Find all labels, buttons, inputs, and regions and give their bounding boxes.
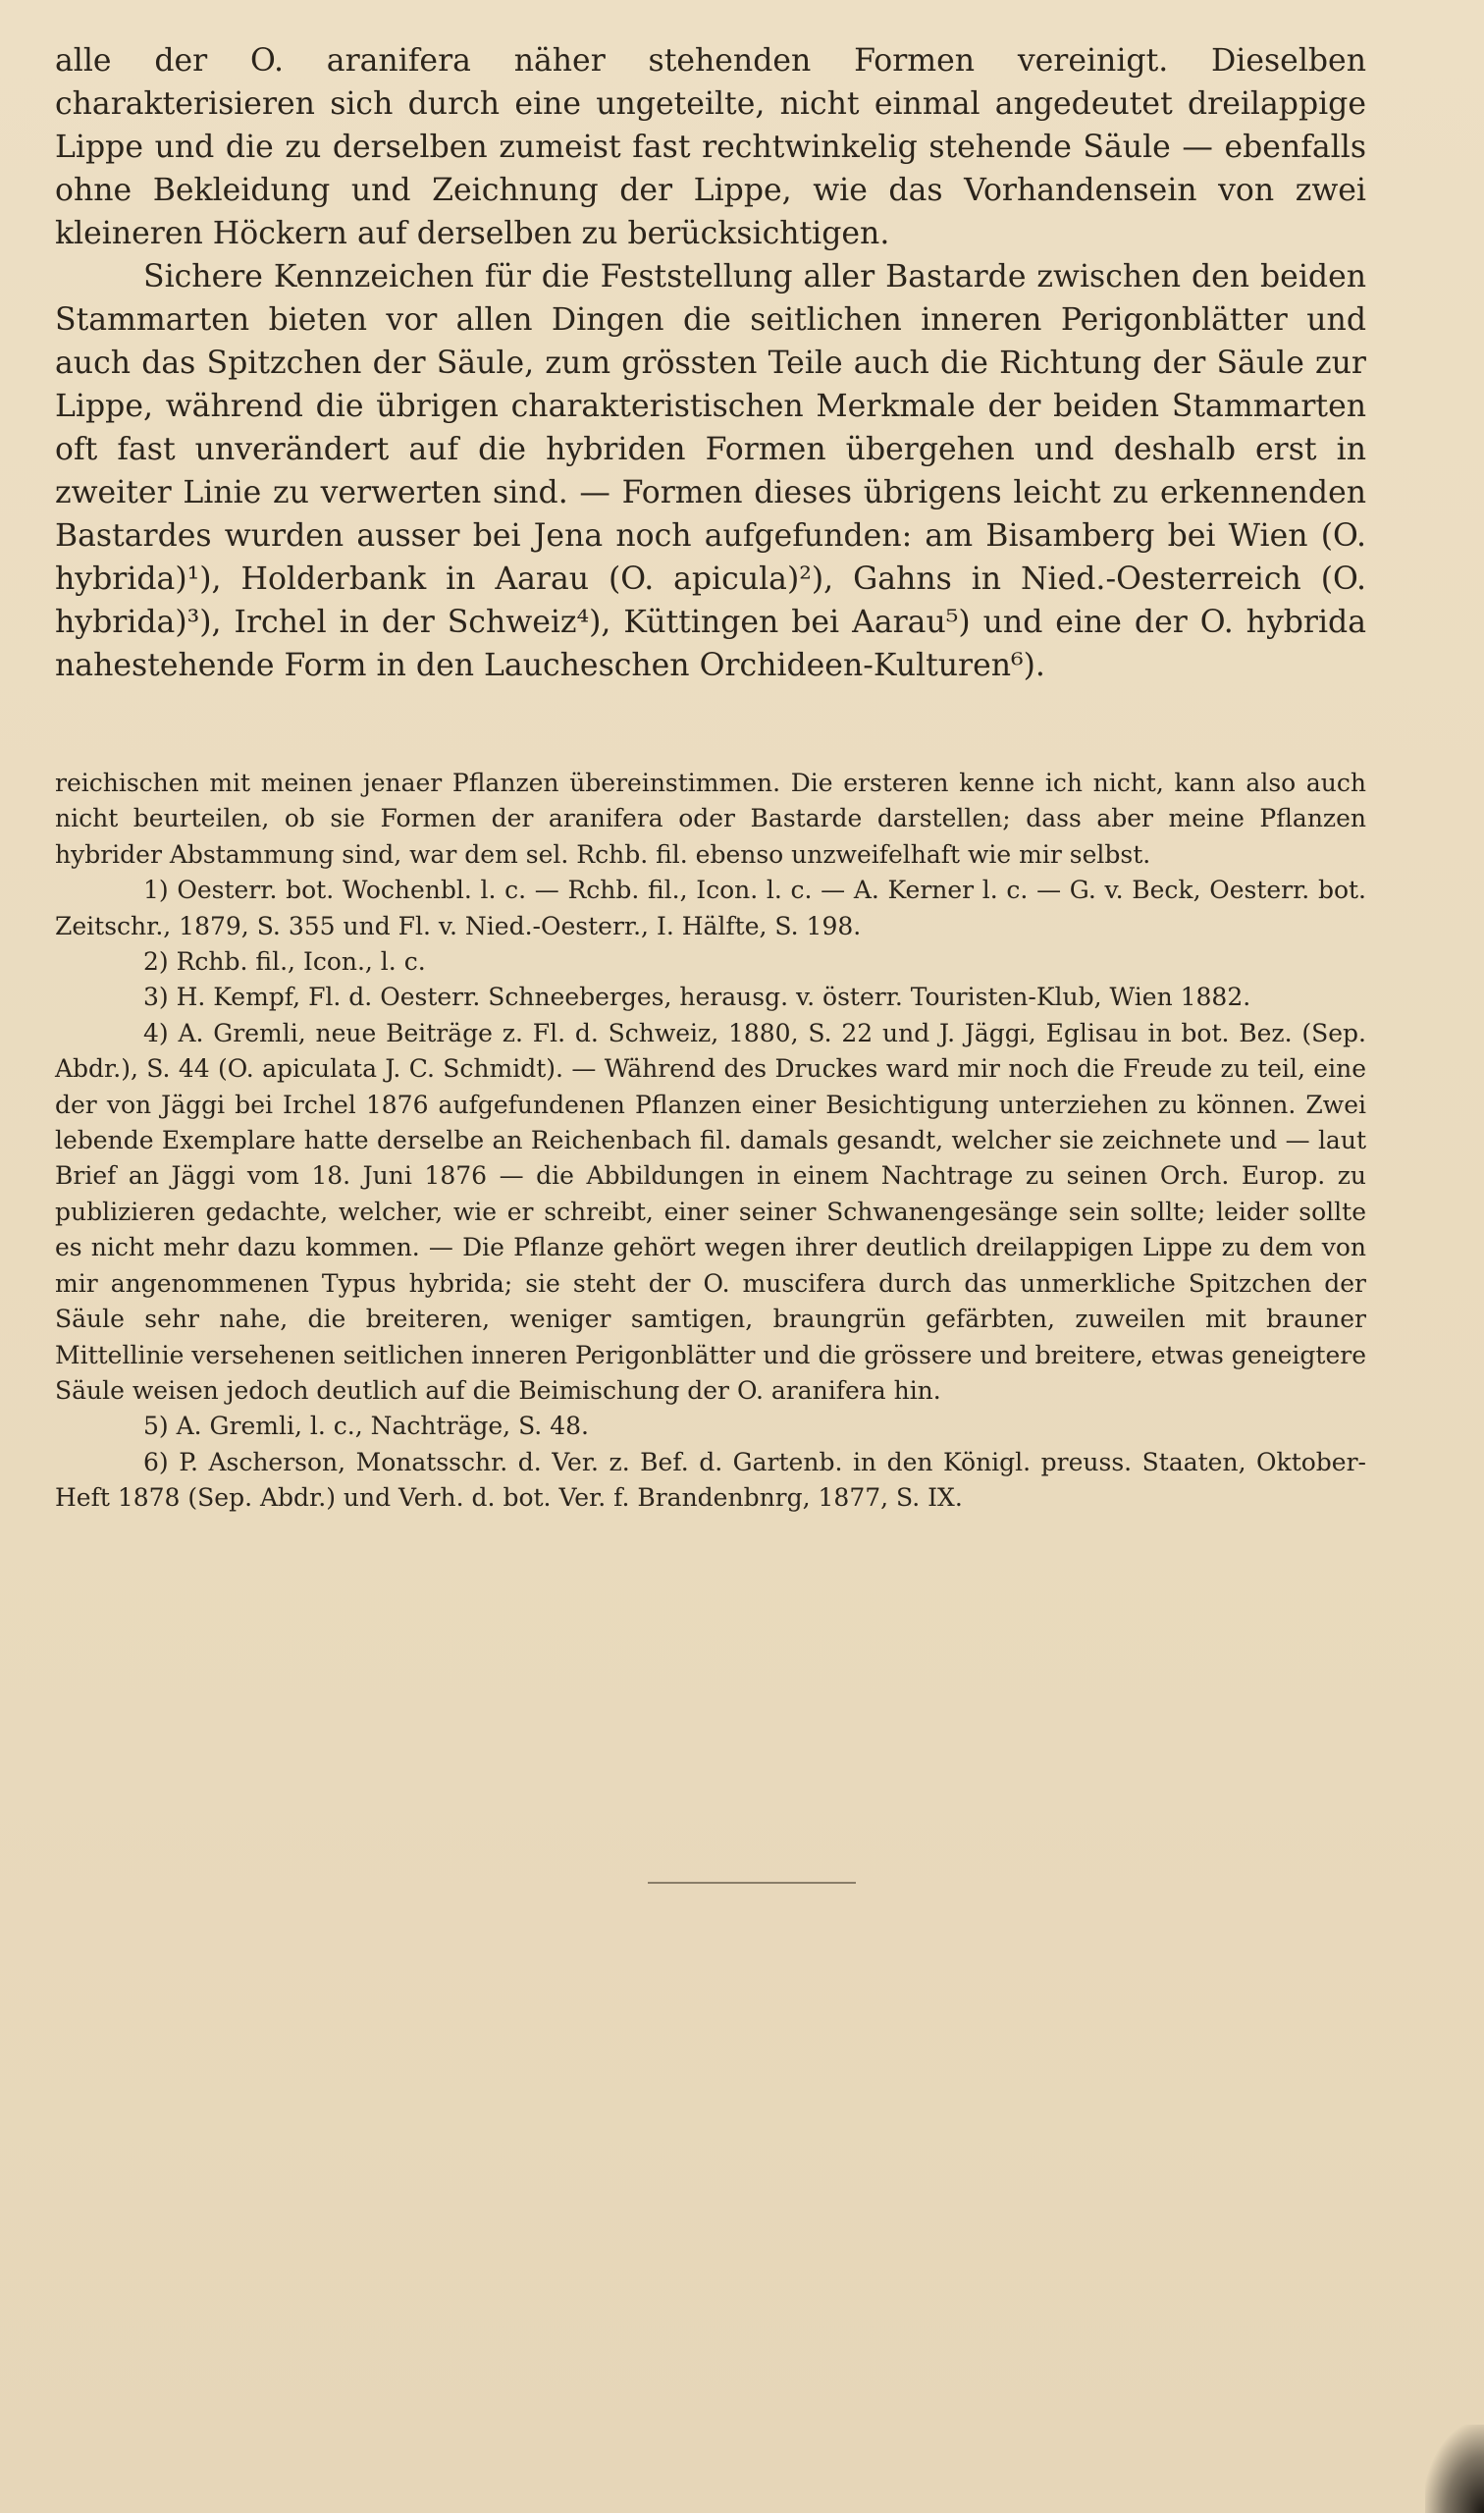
footnote-1: 1) Oesterr. bot. Wochenbl. l. c. — Rchb. fil., Icon. l. c. — A. Kerner l. c. — G. v. Beck, Oesterr. bot. Zeitschr., 1879, S. 355 und Fl. v. Nied.-Oesterr., I. Hälfte, S. 198. [55, 876, 1366, 940]
footnote-4: 4) A. Gremli, neue Beiträge z. Fl. d. Schweiz, 1880, S. 22 und J. Jäggi, Eglisau in bot. Bez. (Sep. Abdr.), S. 44 (O. apiculata J. C. Schmidt). — Während des Druckes ward mir noch die Freude zu teil, eine der von Jäggi bei Irchel 1876 aufgefundenen Pflanzen einer Besichtigung unterziehen zu können. Zwei lebende Exemplare hatte derselbe an Reichenbach fil. damals gesandt, welcher sie zeichnete und — laut Brief an Jäggi vom 18. Juni 1876 — die Abbildungen in einem Nachtrage zu seinen Orch. Europ. zu publizieren gedachte, welcher, wie er schreibt, einer seiner Schwanengesänge sein sollte; leider sollte es nicht mehr dazu kommen. — Die Pflanze gehört wegen ihrer deutlich dreilappigen Lippe zu dem von mir angenommenen Typus hybrida; sie steht der O. muscifera durch das unmerkliche Spitzchen der Säule sehr nahe, die breiteren, weniger samtigen, braungrün gefärbten, zuweilen mit brauner Mittellinie versehenen seitlichen inneren Perigonblätter und die grössere und breitere, etwas geneigtere Säule weisen jedoch deutlich auf die Beimischung der O. aranifera hin. [55, 1018, 1366, 1405]
end-rule [648, 1882, 856, 1884]
footnote-2: 2) Rchb. fil., Icon., l. c. [143, 947, 426, 977]
scan-corner-shadow [1425, 2425, 1484, 2513]
page-content [55, 39, 1366, 1517]
footnotes [55, 766, 1366, 1517]
main-paragraph-1: alle der O. aranifera näher stehenden Formen vereinigt. Dieselben charakterisieren sich durch eine ungeteilte, nicht einmal angedeutet dreilappige Lippe und die zu derselben zumeist fast rechtwinkelig stehende Säule — ebenfalls ohne Bekleidung und Zeichnung der Lippe, wie das Vorhandensein von zwei kleineren Höckern auf derselben zu berücksichtigen. [55, 43, 1366, 251]
footnote-continuation: reichischen mit meinen jenaer Pflanzen übereinstimmen. Die ersteren kenne ich nicht, kann also auch nicht beurteilen, ob sie Formen der aranifera oder Bastarde darstellen; dass aber meine Pflanzen hybrider Abstammung sind, war dem sel. Rchb. fil. ebenso unzweifelhaft wie mir selbst. [55, 769, 1366, 869]
footnote-6: 6) P. Ascherson, Monatsschr. d. Ver. z. Bef. d. Gartenb. in den Königl. preuss. Staaten, Oktober-Heft 1878 (Sep. Abdr.) und Verh. d. bot. Ver. f. Brandenbnrg, 1877, S. IX. [55, 1447, 1366, 1513]
main-text [55, 39, 1366, 687]
main-paragraph-2: Sichere Kennzeichen für die Feststellung aller Bastarde zwischen den beiden Stammarten bieten vor allen Dingen die seitlichen inneren Perigonblätter und auch das Spitzchen der Säule, zum grössten Teile auch die Richtung der Säule zur Lippe, während die übrigen charakteristischen Merkmale der beiden Stammarten oft fast unverändert auf die hybriden Formen übergehen und deshalb erst in zweiter Linie zu verwerten sind. — Formen dieses übrigens leicht zu erkennenden Bastardes wurden ausser bei Jena noch aufgefunden: am Bisamberg bei Wien (O. hybrida)¹), Holderbank in Aarau (O. apicula)²), Gahns in Nied.-Oesterreich (O. hybrida)³), Irchel in der Schweiz⁴), Küttingen bei Aarau⁵) und eine der O. hybrida nahestehende Form in den Laucheschen Orchideen-Kulturen⁶). [55, 259, 1366, 683]
footnote-3: 3) H. Kempf, Fl. d. Oesterr. Schneeberges, herausg. v. österr. Touristen-Klub, Wien 1882. [143, 983, 1251, 1012]
footnote-5: 5) A. Gremli, l. c., Nachträge, S. 48. [143, 1412, 589, 1441]
